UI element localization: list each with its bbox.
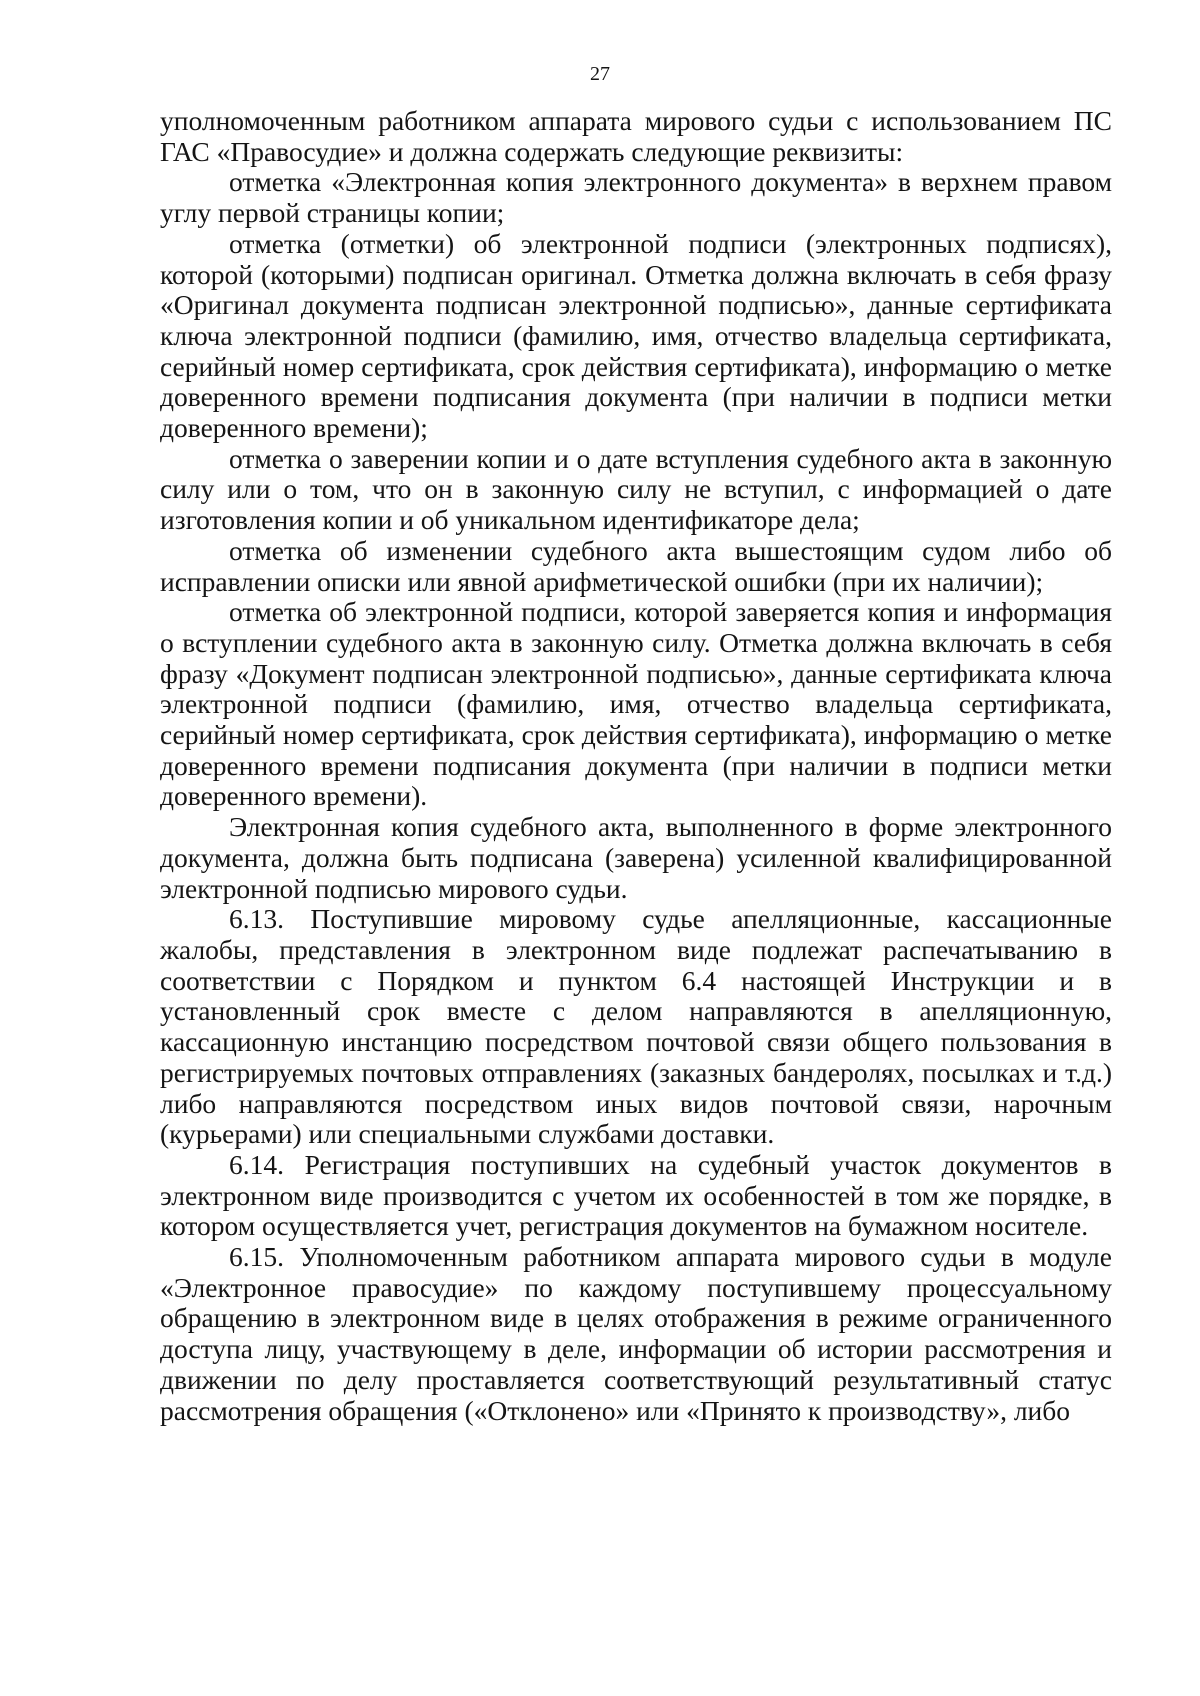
- paragraph-certification-mark: отметка о заверении копии и о дате вступления судебного акта в законную силу или о том, что он в законную силу не вступил, с информацией о дате изготовления копии и об уникальном идентификаторе дела;: [160, 442, 1112, 536]
- paragraph-section-6-14: 6.14. Регистрация поступивших на судебный участок документов в электронном виде производится с учетом их особенностей в том же порядке, в котором осуществляется учет, регистрация документов на бумажном носителе.: [160, 1148, 1112, 1242]
- paragraph-certifying-signature-mark: отметка об электронной подписи, которой заверяется копия и информация о вступлении судебного акта в законную силу. Отметка должна включать в себя фразу «Документ подписан электронной подписью», данные сертификата ключа электронной подписи (фамилию, имя, отчество владельца сертификата, серийный номер сертификата, срок действия сертификата), информацию о метке доверенного времени подписания документа (при наличии в подписи метки доверенного времени).: [160, 596, 1112, 812]
- paragraph-copy-mark: отметка «Электронная копия электронного документа» в верхнем правом углу первой страницы копии;: [160, 166, 1112, 229]
- paragraph-section-6-15: 6.15. Уполномоченным работником аппарата мирового судьи в модуле «Электронное правосудие» по каждому поступившему процессуальному обращению в электронном виде в целях отображения в режиме ограниченного доступа лицу, участвующему в деле, информации об истории рассмотрения и движении по делу проставляется соответствующий результативный статус рассмотрения обращения («Отклонено» или «Принято к производству», либо: [160, 1241, 1112, 1426]
- paragraph-section-6-13: 6.13. Поступившие мировому судье апелляционные, кассационные жалобы, представления в электронном виде подлежат распечатыванию в соответствии с Порядком и пунктом 6.4 настоящей Инструкции и в установленный срок вместе с делом направляются в апелляционную, кассационную инстанцию посредством почтовой связи общего пользования в регистрируемых почтовых отправлениях (заказных бандеролях, посылках и т.д.) либо направляются посредством иных видов почтовой связи, нарочным (курьерами) или специальными службами доставки.: [160, 903, 1112, 1150]
- paragraph-signature-mark: отметка (отметки) об электронной подписи (электронных подписях), которой (которыми) подписан оригинал. Отметка должна включать в себя фразу «Оригинал документа подписан электронной подписью», данные сертификата ключа электронной подписи (фамилию, имя, отчество владельца сертификата, серийный номер сертификата, срок действия сертификата), информацию о метке доверенного времени подписания документа (при наличии в подписи метки доверенного времени);: [160, 227, 1112, 444]
- document-body: [160, 106, 1112, 1426]
- paragraph-continuation: уполномоченным работником аппарата мирового судьи с использованием ПС ГАС «Правосудие» и должна содержать следующие реквизиты:: [160, 105, 1112, 167]
- paragraph-amendment-mark: отметка об изменении судебного акта вышестоящим судом либо об исправлении описки или явной арифметической ошибки (при их наличии);: [160, 534, 1112, 597]
- paragraph-electronic-copy: Электронная копия судебного акта, выполненного в форме электронного документа, должна быть подписана (заверена) усиленной квалифицированной электронной подписью мирового судьи.: [160, 811, 1112, 904]
- page-number: 27: [590, 63, 610, 85]
